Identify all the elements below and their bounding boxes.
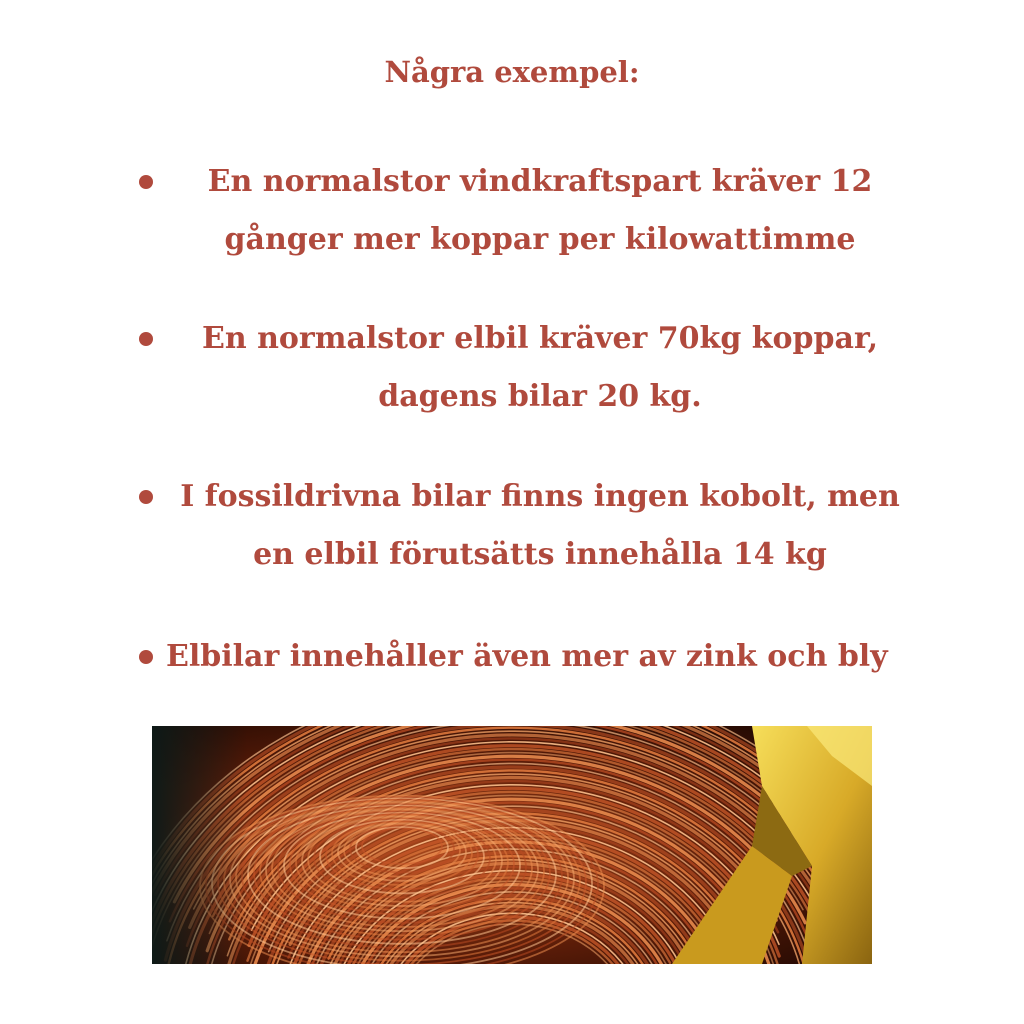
list-item-text: Elbilar innehåller även mer av zink och bly <box>166 639 888 674</box>
bullet-icon <box>139 650 153 664</box>
copper-wire-photo <box>152 726 872 964</box>
bullet-icon <box>139 175 153 189</box>
bullet-icon <box>139 332 153 346</box>
list-item-text: I fossildrivna bilar finns ingen kobolt, men en elbil förutsätts innehålla 14 kg <box>180 479 900 572</box>
bullet-icon <box>139 490 153 504</box>
list-item-text: En normalstor vindkraftspart kräver 12 gånger mer koppar per kilowattimme <box>207 164 873 257</box>
heading: Några exempel: <box>384 55 640 89</box>
list-item-text: En normalstor elbil kräver 70kg koppar, dagens bilar 20 kg. <box>201 321 879 414</box>
